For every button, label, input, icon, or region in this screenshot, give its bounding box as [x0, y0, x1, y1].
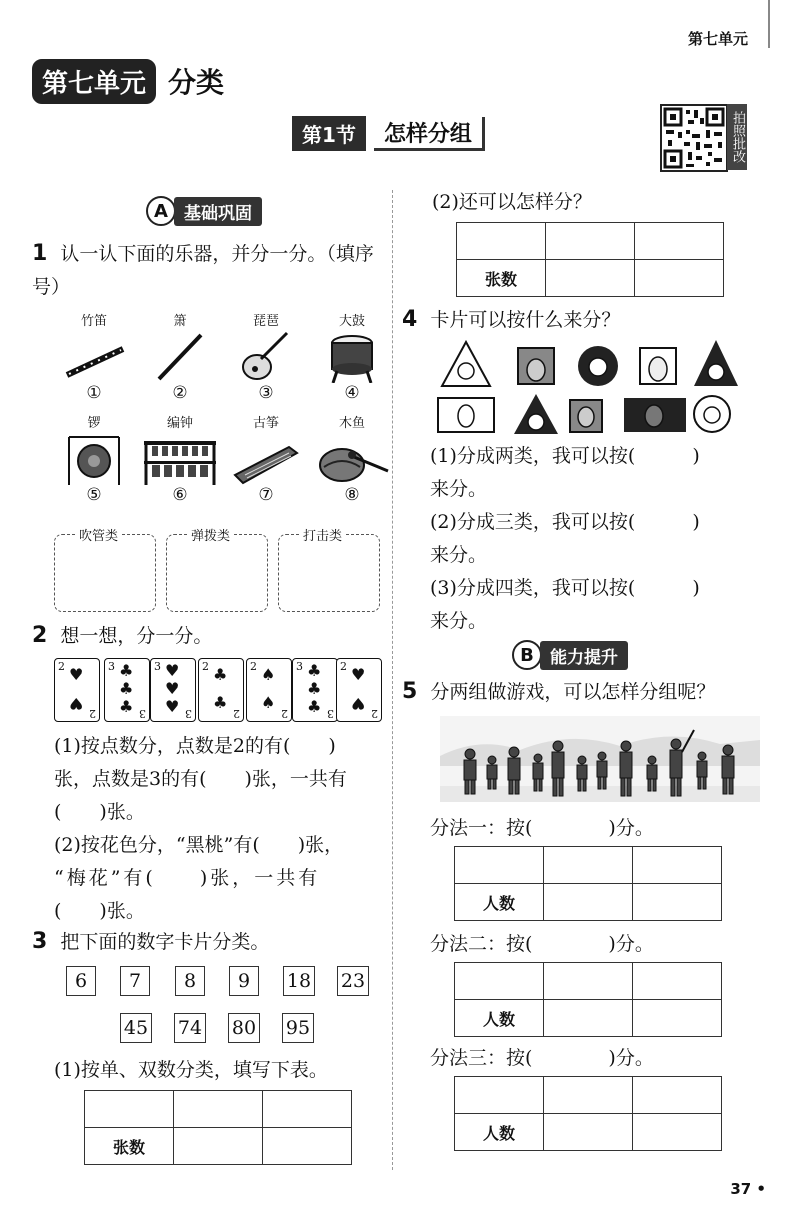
method-1-label: 分法一：按( )分。 — [430, 817, 654, 839]
card-suit: ♣ — [307, 679, 322, 698]
question-number: 2 — [32, 623, 48, 648]
instrument-number: ② — [172, 383, 188, 403]
question-number: 5 — [402, 679, 418, 704]
playing-card — [54, 658, 100, 722]
q4-line-1b: 来分。 — [430, 478, 488, 500]
question-number: 3 — [32, 929, 48, 954]
card-suit: ♥ — [165, 679, 180, 698]
rectangle-pear-card-dark — [624, 398, 686, 432]
playing-card — [292, 658, 338, 722]
section-title: 怎样分组 — [374, 117, 485, 151]
instrument-name: 编钟 — [166, 416, 193, 431]
triangle-apple-card-dark — [694, 340, 738, 386]
instrument-name: 木鱼 — [338, 416, 365, 431]
card-suit: ♠ — [261, 665, 276, 684]
table-cell[interactable] — [633, 1000, 722, 1037]
card-rank: 2 — [371, 707, 378, 720]
card-rank: 2 — [250, 660, 257, 673]
chime-bells-icon — [140, 431, 220, 485]
answer-table-method-2 — [454, 962, 722, 1037]
question-2-parts — [54, 730, 384, 928]
instrument-item — [312, 310, 392, 403]
card-suit: ♥ — [351, 694, 366, 713]
card-rank: 2 — [202, 660, 209, 673]
table-cell[interactable] — [544, 847, 633, 884]
triangle-apple-card-dark-2 — [514, 394, 558, 434]
square-pear-card-gray — [518, 348, 554, 384]
table-row-label: 人数 — [455, 884, 544, 921]
table-cell[interactable] — [544, 1114, 633, 1151]
level-b-badge — [512, 640, 628, 670]
card-suit: ♠ — [261, 693, 276, 712]
table-cell[interactable] — [633, 884, 722, 921]
number-card: 9 — [229, 966, 259, 996]
card-suit: ♥ — [69, 665, 84, 684]
table-cell[interactable] — [635, 223, 724, 260]
page-number-value: 37 — [730, 1180, 752, 1198]
instrument-item — [140, 310, 220, 403]
part-1-line-1: (1)按点数分，点数是2的有( ) — [54, 735, 336, 757]
instrument-row-2 — [54, 412, 392, 505]
instrument-name: 锣 — [87, 416, 101, 431]
question-5 — [402, 676, 715, 709]
question-number: 1 — [32, 241, 48, 266]
card-rank: 3 — [185, 707, 192, 720]
q4-line-3b: 来分。 — [430, 610, 488, 632]
number-card: 45 — [120, 1013, 152, 1043]
playing-card — [336, 658, 382, 722]
question-text: 分两组做游戏，可以怎样分组呢？ — [430, 681, 716, 703]
chapter-title: 分类 — [168, 66, 225, 99]
question-3-part-2: (2)还可以怎样分？ — [432, 191, 592, 213]
category-box-plucked[interactable] — [166, 529, 268, 612]
flute-icon — [59, 329, 129, 383]
method-3-label: 分法三：按( )分。 — [430, 1047, 654, 1069]
card-suit: ♣ — [119, 679, 134, 698]
question-3-part-1: (1)按单、双数分类，填写下表。 — [54, 1059, 328, 1081]
table-cell[interactable] — [85, 1091, 174, 1128]
table-cell[interactable] — [633, 963, 722, 1000]
card-suit: ♥ — [165, 697, 180, 716]
table-row-label: 人数 — [455, 1000, 544, 1037]
table-row-label: 人数 — [455, 1114, 544, 1151]
rectangle-pear-card — [438, 398, 494, 432]
card-suit: ♥ — [351, 665, 366, 684]
question-2 — [32, 620, 212, 653]
instrument-row-1 — [54, 310, 392, 403]
instrument-item — [312, 412, 392, 505]
part-1-line-3: ( )张。 — [54, 801, 145, 823]
chapter-badge: 第七单元 — [32, 59, 156, 104]
column-divider — [392, 190, 393, 1170]
table-cell[interactable] — [174, 1128, 263, 1165]
instrument-number: ⑤ — [86, 485, 102, 505]
table-cell[interactable] — [174, 1091, 263, 1128]
wooden-fish-icon — [314, 431, 390, 485]
table-cell[interactable] — [544, 963, 633, 1000]
question-number: 4 — [402, 307, 418, 332]
table-cell[interactable] — [263, 1091, 352, 1128]
instrument-item — [226, 412, 306, 505]
card-suit: ♣ — [213, 693, 228, 712]
level-a-letter: A — [146, 196, 176, 226]
q4-line-2b: 来分。 — [430, 544, 488, 566]
table-cell[interactable] — [455, 1077, 544, 1114]
xiao-icon — [145, 329, 215, 383]
category-box-wind[interactable] — [54, 529, 156, 612]
pipa-icon — [231, 329, 301, 383]
qr-code-icon[interactable] — [660, 104, 728, 172]
guzheng-icon — [231, 431, 301, 485]
instrument-item — [140, 412, 220, 505]
square-pear-card — [640, 348, 676, 384]
card-suit: ♣ — [119, 697, 134, 716]
answer-table-q3-1 — [84, 1090, 352, 1165]
category-box-percussion[interactable] — [278, 529, 380, 612]
children-group-illustration — [440, 716, 760, 802]
q4-line-3a: (3)分成四类，我可以按( ) — [430, 577, 700, 599]
card-suit: ♣ — [213, 665, 228, 684]
number-card: 7 — [120, 966, 150, 996]
question-1 — [32, 238, 382, 304]
table-cell[interactable] — [457, 223, 546, 260]
level-a-title: 基础巩固 — [174, 197, 262, 226]
instrument-name: 古筝 — [252, 416, 279, 431]
playing-card — [246, 658, 292, 722]
table-row-label: 张数 — [457, 260, 546, 297]
method-2-label: 分法二：按( )分。 — [430, 933, 654, 955]
table-cell[interactable] — [633, 847, 722, 884]
number-card: 74 — [174, 1013, 206, 1043]
card-suit: ♥ — [69, 694, 84, 713]
q4-line-1a: (1)分成两类，我可以按( ) — [430, 445, 700, 467]
q4-line-2a: (2)分成三类，我可以按( ) — [430, 511, 700, 533]
playing-card — [150, 658, 196, 722]
table-row-label: 张数 — [85, 1128, 174, 1165]
square-pear-card-gray-2 — [570, 400, 602, 432]
instrument-item — [54, 310, 134, 403]
card-rank: 2 — [340, 660, 347, 673]
table-cell[interactable] — [635, 260, 724, 297]
question-text: 把下面的数字卡片分类。 — [60, 931, 270, 953]
level-a-badge — [146, 196, 262, 226]
level-b-letter: B — [512, 640, 542, 670]
table-cell[interactable] — [544, 1077, 633, 1114]
card-suit: ♣ — [307, 697, 322, 716]
part-2-line-1: (2)按花色分，“黑桃”有( )张， — [54, 834, 344, 856]
circle-apple-card — [694, 396, 730, 432]
shape-cards-row-2 — [436, 392, 736, 436]
card-rank: 3 — [139, 707, 146, 720]
table-cell[interactable] — [455, 963, 544, 1000]
category-label: 吹管类 — [75, 525, 122, 544]
card-suit: ♣ — [307, 661, 322, 680]
instrument-name: 大鼓 — [338, 314, 365, 329]
number-card: 6 — [66, 966, 96, 996]
question-3 — [32, 926, 269, 959]
circle-apple-card-dark — [578, 346, 618, 386]
page-corner-line — [768, 0, 770, 48]
question-text: 卡片可以按什么来分？ — [430, 309, 621, 331]
part-2-line-3: ( )张。 — [54, 900, 145, 922]
table-cell[interactable] — [633, 1077, 722, 1114]
question-text: 想一想，分一分。 — [60, 625, 213, 647]
instrument-name: 琵琶 — [252, 314, 279, 329]
section-heading — [292, 116, 485, 151]
page-number: 37 • — [730, 1180, 766, 1198]
number-card: 8 — [175, 966, 205, 996]
instrument-name: 箫 — [173, 314, 187, 329]
card-rank: 2 — [58, 660, 65, 673]
gong-icon — [59, 431, 129, 485]
category-label: 打击类 — [299, 525, 346, 544]
card-suit: ♣ — [119, 661, 134, 680]
instrument-number: ⑧ — [344, 485, 360, 505]
playing-card — [104, 658, 150, 722]
number-card: 23 — [337, 966, 369, 996]
card-rank: 2 — [233, 707, 240, 720]
card-suit: ♥ — [165, 661, 180, 680]
instrument-name: 竹笛 — [80, 314, 107, 329]
card-rank: 3 — [108, 660, 115, 673]
number-card: 95 — [282, 1013, 314, 1043]
table-cell[interactable] — [633, 1114, 722, 1151]
card-rank: 3 — [296, 660, 303, 673]
card-rank: 2 — [89, 707, 96, 720]
unit-header: 第七单元 — [687, 30, 748, 48]
shape-cards-row-1 — [440, 338, 740, 390]
table-cell[interactable] — [546, 260, 635, 297]
category-label: 弹拨类 — [187, 525, 234, 544]
instrument-item — [226, 310, 306, 403]
instrument-number: ⑦ — [258, 485, 274, 505]
table-cell[interactable] — [544, 1000, 633, 1037]
question-4 — [402, 304, 620, 337]
triangle-apple-card — [442, 342, 490, 386]
level-b-title: 能力提升 — [540, 641, 628, 670]
answer-table-method-3 — [454, 1076, 722, 1151]
answer-table-q3-2 — [456, 222, 724, 297]
playing-card — [198, 658, 244, 722]
instrument-number: ③ — [258, 383, 274, 403]
table-cell[interactable] — [455, 847, 544, 884]
answer-table-method-1 — [454, 846, 722, 921]
card-rank: 2 — [281, 707, 288, 720]
instrument-number: ⑥ — [172, 485, 188, 505]
chapter-heading — [32, 62, 224, 100]
part-2-line-2: “梅花”有( )张，一共有 — [54, 867, 321, 889]
question-4-parts — [430, 440, 760, 638]
qr-label: 拍照批改 — [727, 104, 747, 170]
instrument-item — [54, 412, 134, 505]
card-rank: 3 — [327, 707, 334, 720]
part-1-line-2: 张，点数是3的有( )张，一共有 — [54, 768, 347, 790]
drum-icon — [317, 329, 387, 383]
table-cell[interactable] — [263, 1128, 352, 1165]
instrument-number: ④ — [344, 383, 360, 403]
question-text: 认一认下面的乐器，并分一分。（填序号） — [32, 243, 374, 298]
number-card: 80 — [228, 1013, 260, 1043]
number-card: 18 — [283, 966, 315, 996]
table-cell[interactable] — [546, 223, 635, 260]
section-number: 第1节 — [292, 116, 366, 151]
instrument-number: ① — [86, 383, 102, 403]
card-rank: 3 — [154, 660, 161, 673]
table-cell[interactable] — [544, 884, 633, 921]
